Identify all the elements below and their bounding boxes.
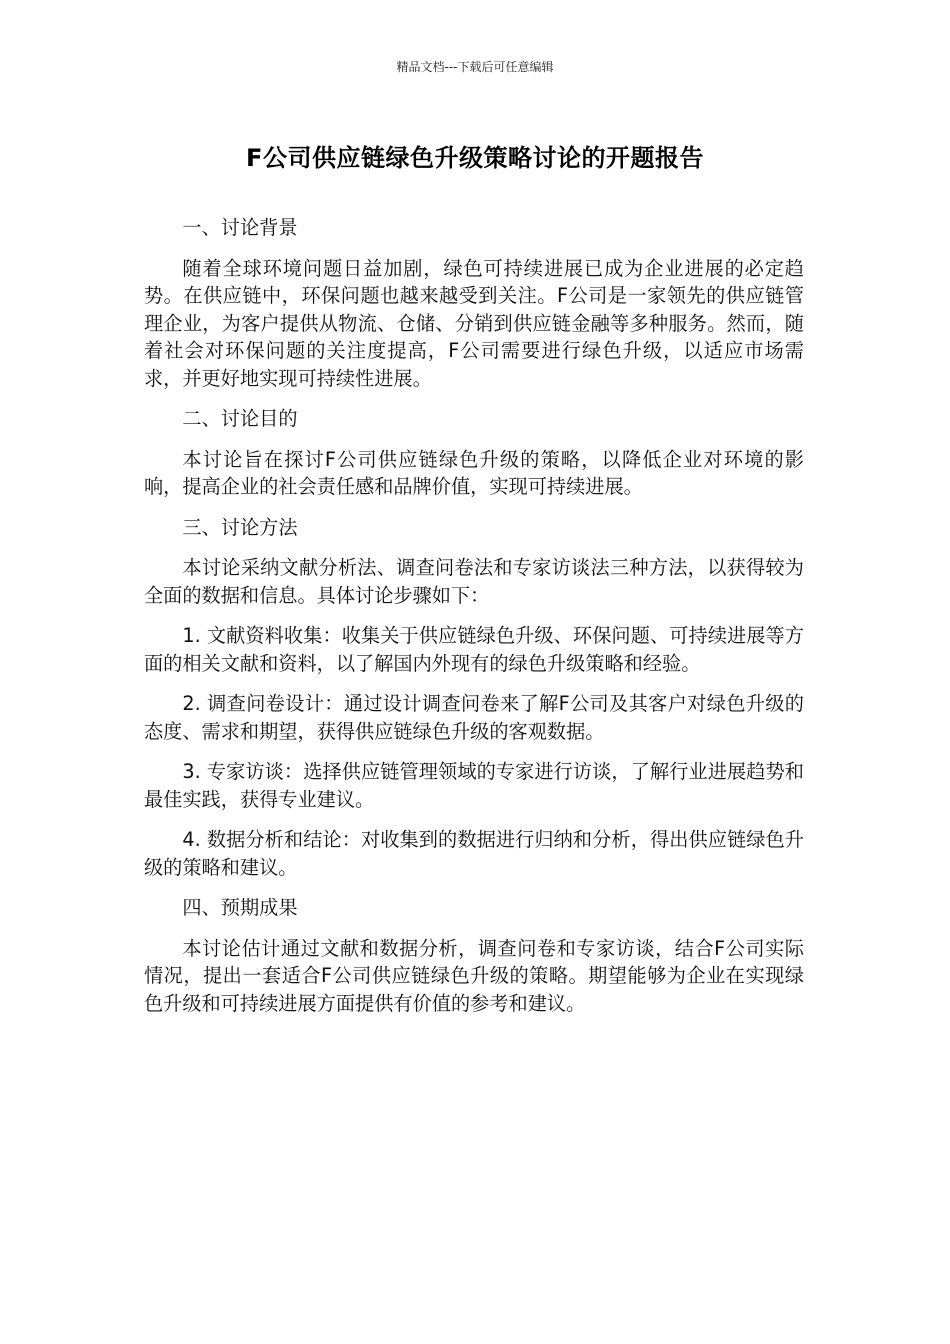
method-paragraph: 本讨论采纳文献分析法、调查问卷法和专家访谈法三种方法，以获得较为全面的数据和信息。具体讨论步骤如下： — [144, 556, 804, 607]
method-step-2: 2. 调查问卷设计：通过设计调查问卷来了解F公司及其客户对绿色升级的态度、需求和期望，获得供应链绿色升级的客观数据。 — [144, 692, 804, 743]
header-note: 精品文档---下载后可任意编辑 — [396, 60, 554, 74]
section-heading-background: 一、讨论背景 — [182, 216, 298, 239]
document-title: F公司供应链绿色升级策略讨论的开题报告 — [246, 144, 704, 172]
section-heading-outcome: 四、预期成果 — [182, 896, 298, 919]
method-step-1: 1. 文献资料收集：收集关于供应链绿色升级、环保问题、可持续进展等方面的相关文献和资料，以了解国内外现有的绿色升级策略和经验。 — [144, 624, 804, 675]
outcome-paragraph: 本讨论估计通过文献和数据分析，调查问卷和专家访谈，结合F公司实际情况，提出一套适合F公司供应链绿色升级的策略。期望能够为企业在实现绿色升级和可持续进展方面提供有价值的参考和建议。 — [144, 936, 804, 1015]
method-step-3: 3. 专家访谈：选择供应链管理领域的专家进行访谈，了解行业进展趋势和最佳实践，获得专业建议。 — [144, 760, 804, 811]
section-heading-method: 三、讨论方法 — [182, 515, 298, 539]
background-paragraph: 随着全球环境问题日益加剧，绿色可持续进展已成为企业进展的必定趋势。在供应链中，环保问题也越来越受到关注。F公司是一家领先的供应链管理企业，为客户提供从物流、仓储、分销到供应链金融等多种服务。然而，随着社会对环保问题的关注度提高，F公司需要进行绿色升级，以适应市场需求，并更好地实现可持续性进展。 — [144, 256, 804, 390]
section-heading-purpose: 二、讨论目的 — [182, 407, 298, 430]
purpose-paragraph: 本讨论旨在探讨F公司供应链绿色升级的策略，以降低企业对环境的影响，提高企业的社会责任感和品牌价值，实现可持续进展。 — [144, 447, 804, 498]
method-step-4: 4. 数据分析和结论：对收集到的数据进行归纳和分析，得出供应链绿色升级的策略和建议。 — [144, 828, 804, 879]
document-body — [144, 214, 804, 1030]
